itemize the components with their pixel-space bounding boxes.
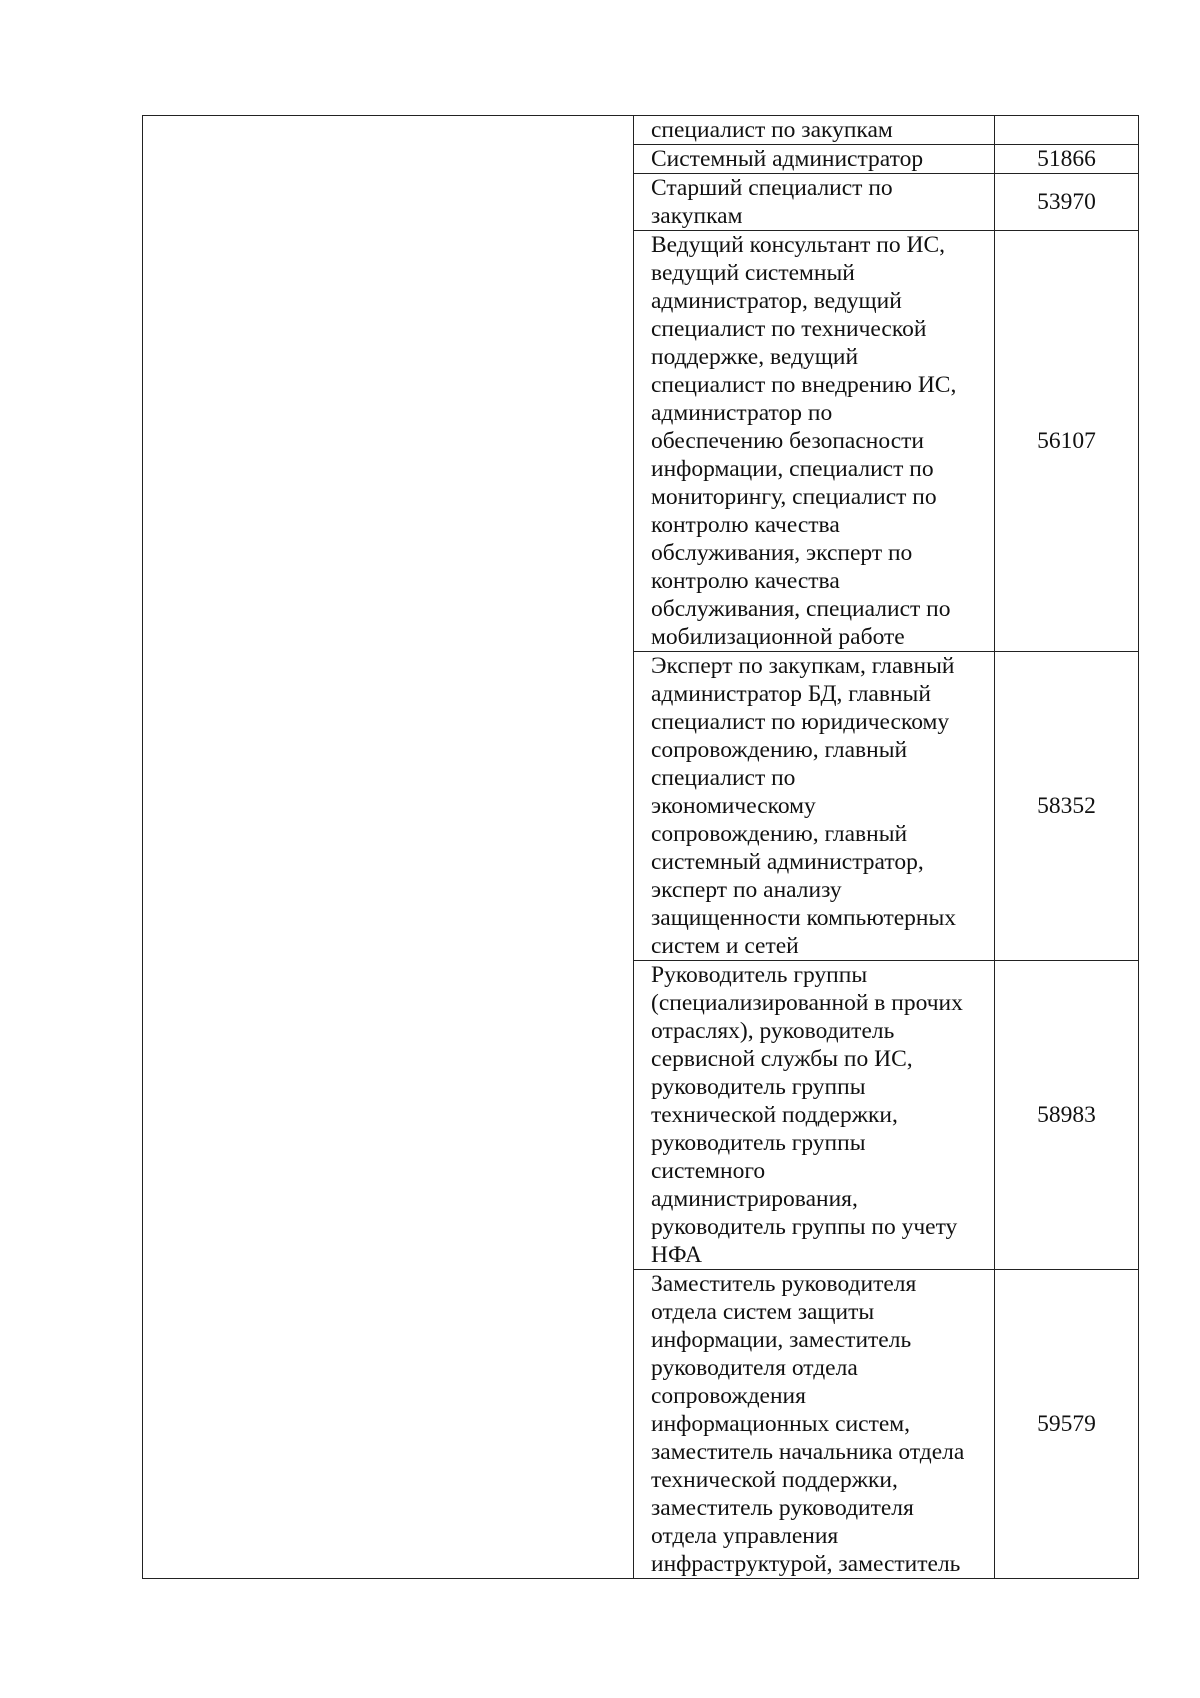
position-cell: Руководитель группы (специализированной в прочих отраслях), руководитель сервисной службы по ИС, руководитель группы технической поддержки, руководитель группы системного администрирования, руководитель группы по учету НФА [634, 961, 995, 1270]
salary-cell: 58352 [995, 652, 1139, 961]
salary-cell: 59579 [995, 1270, 1139, 1579]
position-cell: специалист по закупкам [634, 116, 995, 145]
salary-cell: 58983 [995, 961, 1139, 1270]
table-row [143, 116, 1139, 145]
position-cell: Ведущий консультант по ИС, ведущий системный администратор, ведущий специалист по технической поддержке, ведущий специалист по внедрению ИС, администратор по обеспечению безопасности информации, специалист по мониторингу, специалист по контролю качества обслуживания, эксперт по контролю качества обслуживания, специалист по мобилизационной работе [634, 231, 995, 652]
position-cell: Эксперт по закупкам, главный администратор БД, главный специалист по юридическому сопровождению, главный специалист по экономическому сопровождению, главный системный администратор, эксперт по анализу защищенности компьютерных систем и сетей [634, 652, 995, 961]
position-cell: Заместитель руководителя отдела систем защиты информации, заместитель руководителя отдела сопровождения информационных систем, заместитель начальника отдела технической поддержки, заместитель руководителя отдела управления инфраструктурой, заместитель [634, 1270, 995, 1579]
position-cell: Старший специалист по закупкам [634, 174, 995, 231]
salary-cell: 56107 [995, 231, 1139, 652]
salary-cell: 51866 [995, 145, 1139, 174]
position-cell: Системный администратор [634, 145, 995, 174]
empty-cell [143, 116, 634, 1579]
salary-cell: 53970 [995, 174, 1139, 231]
salary-cell [995, 116, 1139, 145]
salary-table [142, 115, 1139, 1579]
